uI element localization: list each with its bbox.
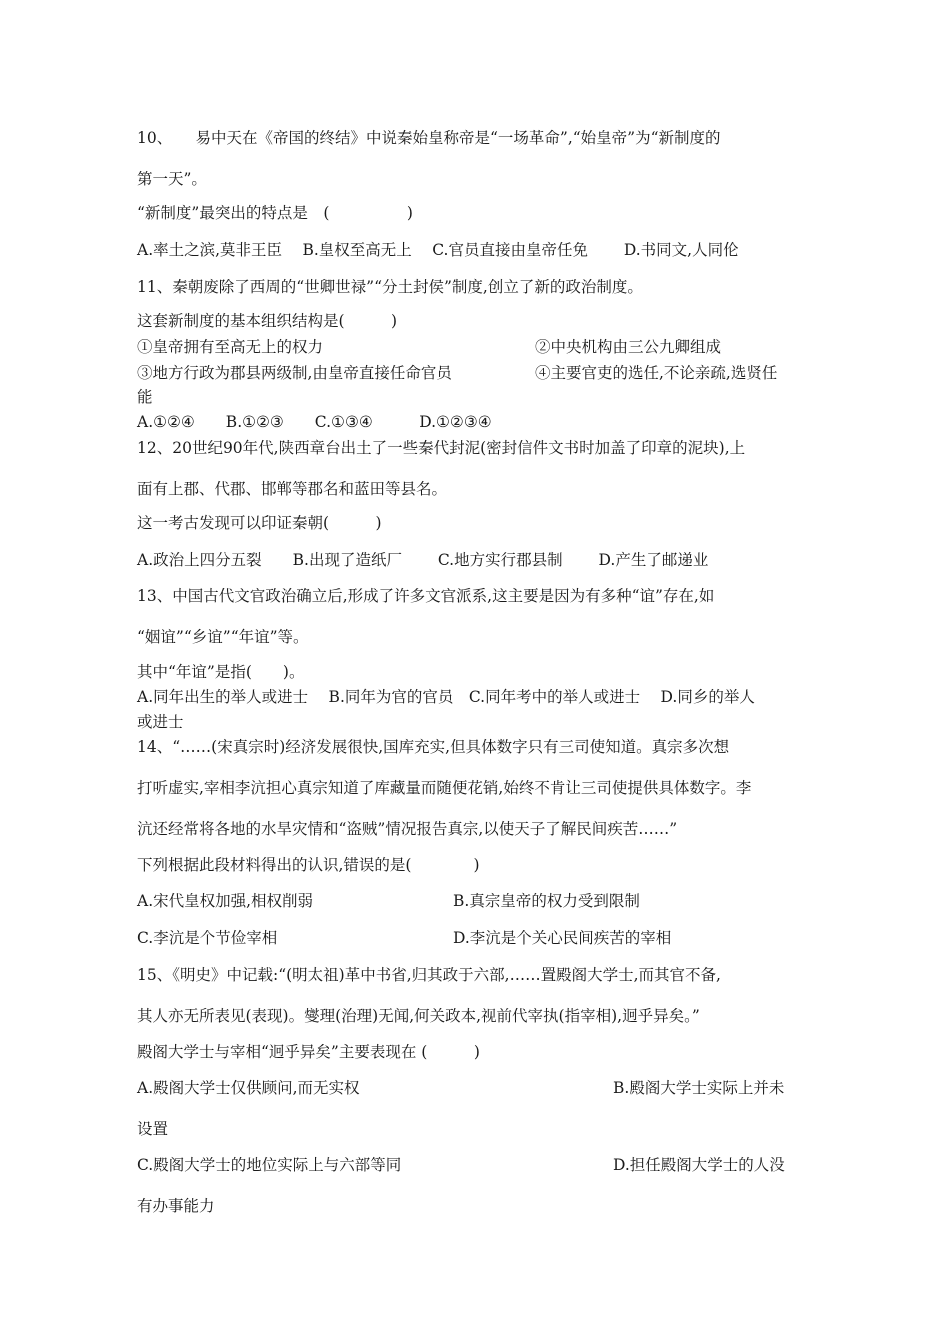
q13-options-wrap: 或进士 [137,713,184,731]
q13-options: A.同年出生的举人或进士 B.同年为官的官员 C.同年考中的举人或进士 D.同乡的举人 [137,688,755,706]
q14-line-3: 沆还经常将各地的水旱灾情和“盗贼”情况报告真宗,以使天子了解民间疾苦……” [137,820,678,838]
q14-options-row-2 [137,928,817,948]
q14-line-1: 14、“……(宋真宗时)经济发展很快,国库充实,但具体数字只有三司使知道。真宗多次想 [137,738,730,756]
q11-options: A.①②④ B.①②③ C.①③④ D.①②③④ [137,413,492,431]
q12-line-1: 12、20世纪90年代,陕西章台出土了一些秦代封泥(密封信件文书时加盖了印章的泥块),上 [137,439,746,457]
q10-stem: “新制度”最突出的特点是 ( ) [137,204,413,222]
q15-option-c: C.殿阁大学士的地位实际上与六部等同 [137,1156,402,1174]
q15-options-row-2 [137,1155,817,1175]
q15-stem: 殿阁大学士与宰相“迥乎异矣”主要表现在 ( ) [137,1043,480,1061]
q12-options: A.政治上四分五裂 B.出现了造纸厂 C.地方实行郡县制 D.产生了邮递业 [137,551,709,569]
q14-option-c: C.李沆是个节俭宰相 [137,929,278,947]
q11-items-row-1 [137,337,817,357]
q15-option-b: B.殿阁大学士实际上并未 [613,1079,785,1097]
q12-line-2: 面有上郡、代郡、邯郸等郡名和蓝田等县名。 [137,480,448,498]
q11-item-4-wrap: 能 [137,388,153,406]
q13-line-2: “姻谊”“乡谊”“年谊”等。 [137,628,309,646]
q11-item-3: ③地方行政为郡县两级制,由皇帝直接任命官员 [137,364,452,382]
q11-item-1: ①皇帝拥有至高无上的权力 [137,338,324,356]
q14-option-b: B.真宗皇帝的权力受到限制 [453,892,640,910]
q14-options-row-1 [137,891,817,911]
q14-line-2: 打听虚实,宰相李沆担心真宗知道了库藏量而随便花销,始终不肯让三司使提供具体数字。李 [137,779,752,797]
q10-line-1: 10、 易中天在《帝国的终结》中说秦始皇称帝是“一场革命”,“始皇帝”为“新制度的 [137,129,721,147]
q14-stem: 下列根据此段材料得出的认识,错误的是( ) [137,856,480,874]
q15-option-a: A.殿阁大学士仅供顾问,而无实权 [137,1079,360,1097]
q14-option-a: A.宋代皇权加强,相权削弱 [137,892,314,910]
q13-line-1: 13、中国古代文官政治确立后,形成了许多文官派系,这主要是因为有多种“谊”存在,如 [137,587,715,605]
q10-line-2: 第一天”。 [137,170,207,188]
q11-stem: 这套新制度的基本组织结构是( ) [137,312,398,330]
q15-option-d: D.担任殿阁大学士的人没 [613,1156,785,1174]
q11-item-2: ②中央机构由三公九卿组成 [535,338,722,356]
q15-line-1: 15、《明史》中记载:“(明太祖)革中书省,归其政于六部,……置殿阁大学士,而其官不备, [137,966,721,984]
q11-line-1: 11、秦朝废除了西周的“世卿世禄”“分土封侯”制度,创立了新的政治制度。 [137,278,643,296]
q12-stem: 这一考古发现可以印证秦朝( ) [137,514,382,532]
q15-option-b-wrap: 设置 [137,1120,169,1138]
q15-option-d-wrap: 有办事能力 [137,1197,215,1215]
q15-line-2: 其人亦无所表见(表现)。燮理(治理)无闻,何关政本,视前代宰执(指宰相),迥乎异矣。” [137,1007,700,1025]
q11-items-row-2 [137,363,817,383]
q13-stem: 其中“年谊”是指( )。 [137,663,305,681]
q15-options-row-1 [137,1078,817,1098]
q10-options: A.率土之滨,莫非王臣 B.皇权至高无上 C.官员直接由皇帝任免 D.书同文,人同伦 [137,241,739,259]
q11-item-4: ④主要官吏的选任,不论亲疏,选贤任 [535,364,778,382]
q14-option-d: D.李沆是个关心民间疾苦的宰相 [453,929,672,947]
